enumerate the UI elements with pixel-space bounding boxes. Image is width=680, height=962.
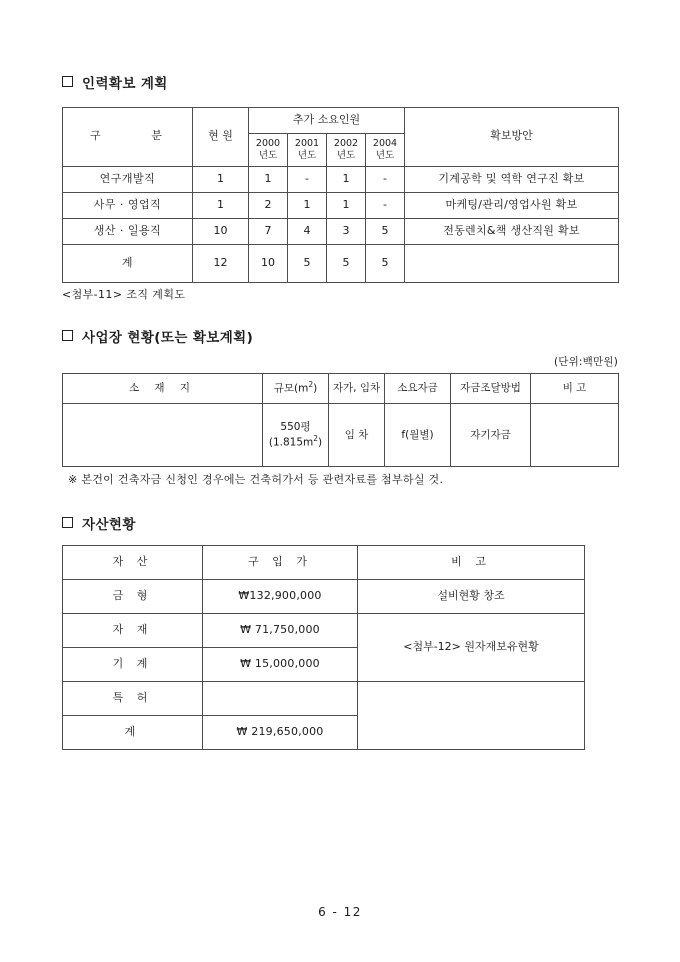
- cell-year-2001: 4: [288, 218, 327, 244]
- header-gubun: [63, 108, 193, 167]
- table-row: [63, 613, 585, 647]
- cell-location: [63, 403, 263, 466]
- page-content: [62, 72, 618, 750]
- cell-plan: 기계공학 및 역학 연구진 확보: [405, 166, 619, 192]
- table-row: [63, 166, 619, 192]
- cell-plan: 전동렌치&책 생산직원 확보: [405, 218, 619, 244]
- row-label: 연구개발직: [63, 166, 193, 192]
- cell-scale-sqm: (1.815m: [268, 436, 314, 449]
- section-heading-manpower: [62, 72, 618, 92]
- cell-fund-method: 자기자금: [451, 403, 531, 466]
- header-gubun-left: 구: [90, 129, 104, 143]
- attachment-caption-11: <첨부-11> 조직 계획도: [62, 287, 186, 301]
- header-current-count: 현 원: [193, 108, 249, 167]
- header-scale-text: 규모(m: [273, 382, 309, 395]
- table-header-row: [63, 373, 619, 403]
- workplace-table: [62, 373, 619, 467]
- cell-scale-pyeong: 550평: [280, 420, 311, 433]
- cell-scale-sqm-tail: ): [318, 436, 323, 449]
- cell-asset-price-total: ₩ 219,650,000: [203, 715, 358, 749]
- section-heading-assets: [62, 513, 618, 533]
- section-heading-workplace: [62, 326, 618, 346]
- cell-year-2004: -: [366, 166, 405, 192]
- row-label-total: 계: [63, 244, 193, 282]
- cell-current: 1: [193, 166, 249, 192]
- year-value: 2002: [333, 138, 359, 149]
- cell-year-2000: 1: [249, 166, 288, 192]
- year-suffix: 년도: [258, 149, 278, 161]
- header-scale: [263, 373, 329, 403]
- header-gubun-right: 분: [151, 129, 165, 143]
- manpower-table: [62, 107, 619, 283]
- cell-year-2000-total: 10: [249, 244, 288, 282]
- header-year-2002: [327, 134, 366, 167]
- cell-year-2000: 7: [249, 218, 288, 244]
- section-title-text: 인력확보 계획: [82, 76, 168, 92]
- cell-asset-price: ₩ 15,000,000: [203, 647, 358, 681]
- unit-note: (단위:백만원): [553, 355, 618, 368]
- year-suffix: 년도: [297, 149, 317, 161]
- header-location: 소 재 지: [63, 373, 263, 403]
- checkbox-square-icon: [62, 517, 73, 528]
- cell-year-2001: -: [288, 166, 327, 192]
- header-asset: 자 산: [63, 545, 203, 579]
- cell-asset-remark: <첨부-12> 원자재보유현황: [358, 613, 585, 681]
- row-label: 사무 · 영업직: [63, 192, 193, 218]
- section-workplace: [62, 326, 618, 487]
- workplace-note: ※ 본건이 건축자금 신청인 경우에는 건축허가서 등 관련자료를 첨부하실 것.: [68, 472, 444, 486]
- cell-year-2004: 5: [366, 218, 405, 244]
- table-row: [63, 403, 619, 466]
- header-purchase-price: 구 입 가: [203, 545, 358, 579]
- year-suffix: 년도: [375, 149, 395, 161]
- header-required-fund: 소요자금: [385, 373, 451, 403]
- section-title-text: 자산현황: [82, 516, 136, 533]
- row-label: 생산 · 일용직: [63, 218, 193, 244]
- cell-year-2002-total: 5: [327, 244, 366, 282]
- cell-asset-name-total: 계: [63, 715, 203, 749]
- cell-year-2001-total: 5: [288, 244, 327, 282]
- cell-asset-price: [203, 681, 358, 715]
- checkbox-square-icon: [62, 330, 73, 341]
- header-scale-superscript: 2: [308, 380, 314, 390]
- header-remark: 비 고: [531, 373, 619, 403]
- cell-asset-remark: 설비현황 창조: [358, 579, 585, 613]
- header-fund-method: 자금조달방법: [451, 373, 531, 403]
- header-scale-tail: ): [313, 382, 318, 395]
- cell-year-2002: 3: [327, 218, 366, 244]
- header-year-2004: [366, 134, 405, 167]
- table-header-row: [63, 545, 585, 579]
- header-additional-demand: 추가 소요인원: [249, 108, 405, 134]
- cell-current-total: 12: [193, 244, 249, 282]
- cell-year-2001: 1: [288, 192, 327, 218]
- cell-scale: [263, 403, 329, 466]
- cell-asset-price: ₩ 71,750,000: [203, 613, 358, 647]
- table-row: [63, 192, 619, 218]
- cell-year-2004-total: 5: [366, 244, 405, 282]
- cell-asset-remark: [358, 681, 585, 749]
- cell-year-2002: 1: [327, 166, 366, 192]
- cell-required-fund: f(월별): [385, 403, 451, 466]
- table-row-total: [63, 244, 619, 282]
- cell-current: 1: [193, 192, 249, 218]
- section-assets: [62, 513, 618, 750]
- table-header-row: [63, 108, 619, 134]
- section-title-text: 사업장 현황(또는 확보계획): [82, 329, 254, 346]
- table-row: [63, 579, 585, 613]
- cell-plan: 마케팅/관리/영업사원 확보: [405, 192, 619, 218]
- cell-asset-price: ₩132,900,000: [203, 579, 358, 613]
- header-year-2001: [288, 134, 327, 167]
- cell-year-2004: -: [366, 192, 405, 218]
- cell-ownership: 임 차: [329, 403, 385, 466]
- year-value: 2000: [255, 138, 281, 149]
- year-value: 2004: [372, 138, 398, 149]
- cell-asset-name: 기 계: [63, 647, 203, 681]
- cell-year-2002: 1: [327, 192, 366, 218]
- page-number: 6 - 12: [318, 905, 362, 919]
- cell-asset-name: 자 재: [63, 613, 203, 647]
- table-row: [63, 218, 619, 244]
- cell-asset-name: 특 허: [63, 681, 203, 715]
- cell-current: 10: [193, 218, 249, 244]
- header-plan: 확보방안: [405, 108, 619, 167]
- checkbox-square-icon: [62, 76, 73, 87]
- cell-year-2000: 2: [249, 192, 288, 218]
- manpower-table-wrap: [62, 107, 618, 302]
- year-suffix: 년도: [336, 149, 356, 161]
- year-value: 2001: [294, 138, 320, 149]
- header-ownership: 자가, 임차: [329, 373, 385, 403]
- cell-remark: [531, 403, 619, 466]
- header-year-2000: [249, 134, 288, 167]
- cell-plan-total: [405, 244, 619, 282]
- table-row: [63, 681, 585, 715]
- cell-scale-superscript: 2: [313, 434, 319, 443]
- header-remark: 비 고: [358, 545, 585, 579]
- assets-table: [62, 545, 585, 750]
- cell-asset-name: 금 형: [63, 579, 203, 613]
